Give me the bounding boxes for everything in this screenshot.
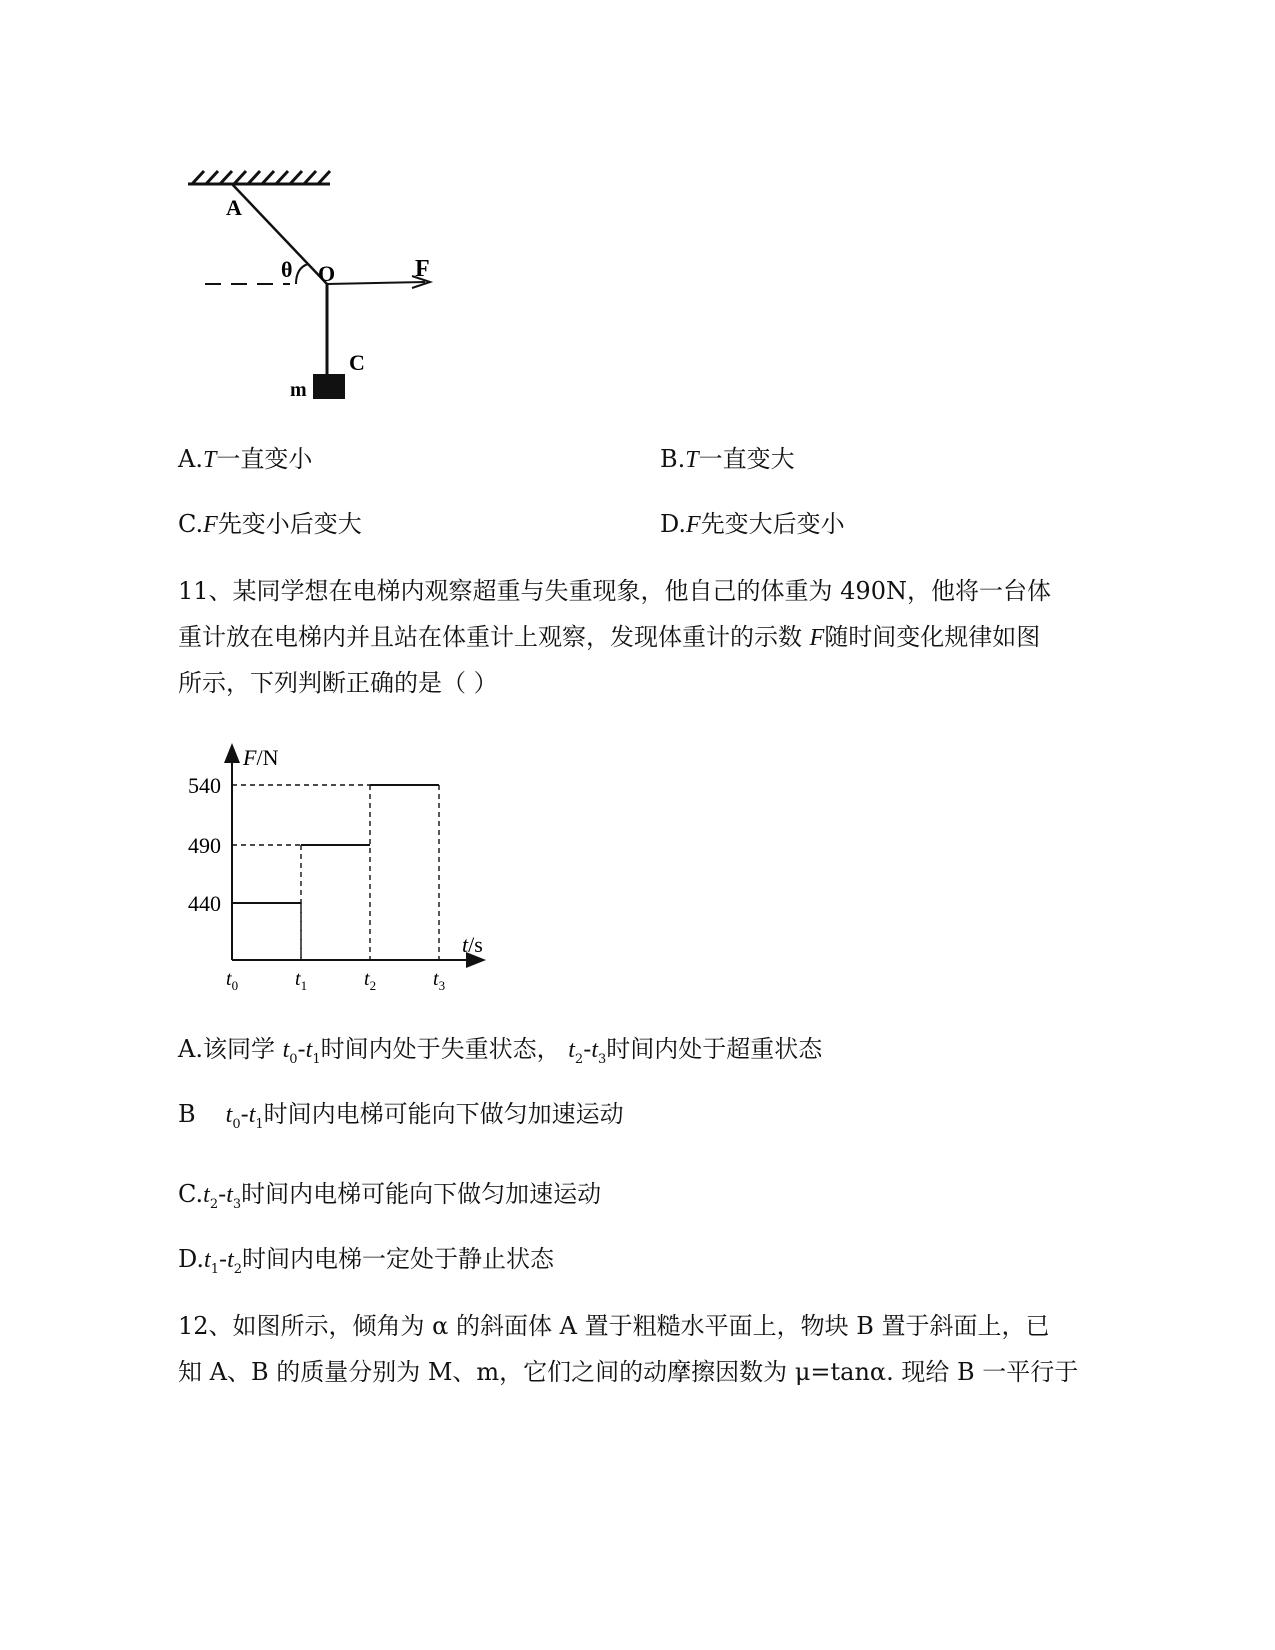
x-tick-label: $t_0$ (226, 968, 239, 993)
q11-option-a[interactable]: A.该同学 $t_0-t_1$时间内处于失重状态， $t_2-t_3$时间内处于超重状态 (178, 1035, 823, 1067)
label-o: O (318, 261, 336, 286)
label-f: F (415, 256, 430, 282)
q11-stem-line1: 11、某同学想在电梯内观察超重与失重现象，他自己的体重为 490N，他将一台体 (178, 577, 1051, 605)
q10-option-a[interactable]: A.T一直变小 (178, 445, 313, 473)
x-tick-label: $t_3$ (433, 968, 446, 993)
q11-stem-line2: 重计放在电梯内并且站在体重计上观察，发现体重计的示数 F随时间变化规律如图 (178, 623, 1041, 651)
q10-option-c[interactable]: C.F先变小后变大 (178, 510, 362, 538)
label-c: C (349, 350, 365, 375)
force-time-chart (170, 735, 500, 995)
mass-block (313, 374, 345, 399)
label-theta: θ (281, 257, 293, 282)
q12-stem-line1: 12、如图所示，倾角为 α 的斜面体 A 置于粗糙水平面上，物块 B 置于斜面上，已 (178, 1312, 1050, 1340)
theta-arc (296, 264, 308, 284)
q12-stem-line2: 知 A、B 的质量分别为 M、m，它们之间的动摩擦因数为 μ=tanα. 现给 B 一平行于 (178, 1358, 1079, 1386)
x-tick-label: $t_2$ (364, 968, 377, 993)
q11-stem-line3: 所示，下列判断正确的是（ ） (178, 669, 498, 697)
y-axis-label: F/N (243, 745, 279, 770)
q11-option-d[interactable]: $D.t_1-t_2$时间内电梯一定处于静止状态 (178, 1245, 555, 1277)
y-tick-label: 490 (188, 833, 221, 858)
ceiling (188, 171, 330, 184)
q10-option-d[interactable]: D.F先变大后变小 (660, 510, 845, 538)
q11-option-b[interactable]: B $t_0-t_1$时间内电梯可能向下做匀加速运动 (178, 1100, 624, 1132)
q11-option-c[interactable]: $C.t_2-t_3$时间内电梯可能向下做匀加速运动 (178, 1180, 602, 1212)
rope-force-diagram (180, 160, 480, 410)
x-axis-label: t/s (462, 932, 483, 957)
y-tick-label: 540 (188, 773, 221, 798)
x-tick-label: $t_1$ (295, 968, 308, 993)
rope-of (327, 282, 425, 284)
label-a: A (226, 195, 242, 220)
rope-ao (232, 184, 327, 284)
q10-option-b[interactable]: B.T一直变大 (660, 445, 795, 473)
label-m: m (290, 379, 307, 401)
y-tick-label: 440 (188, 891, 221, 916)
